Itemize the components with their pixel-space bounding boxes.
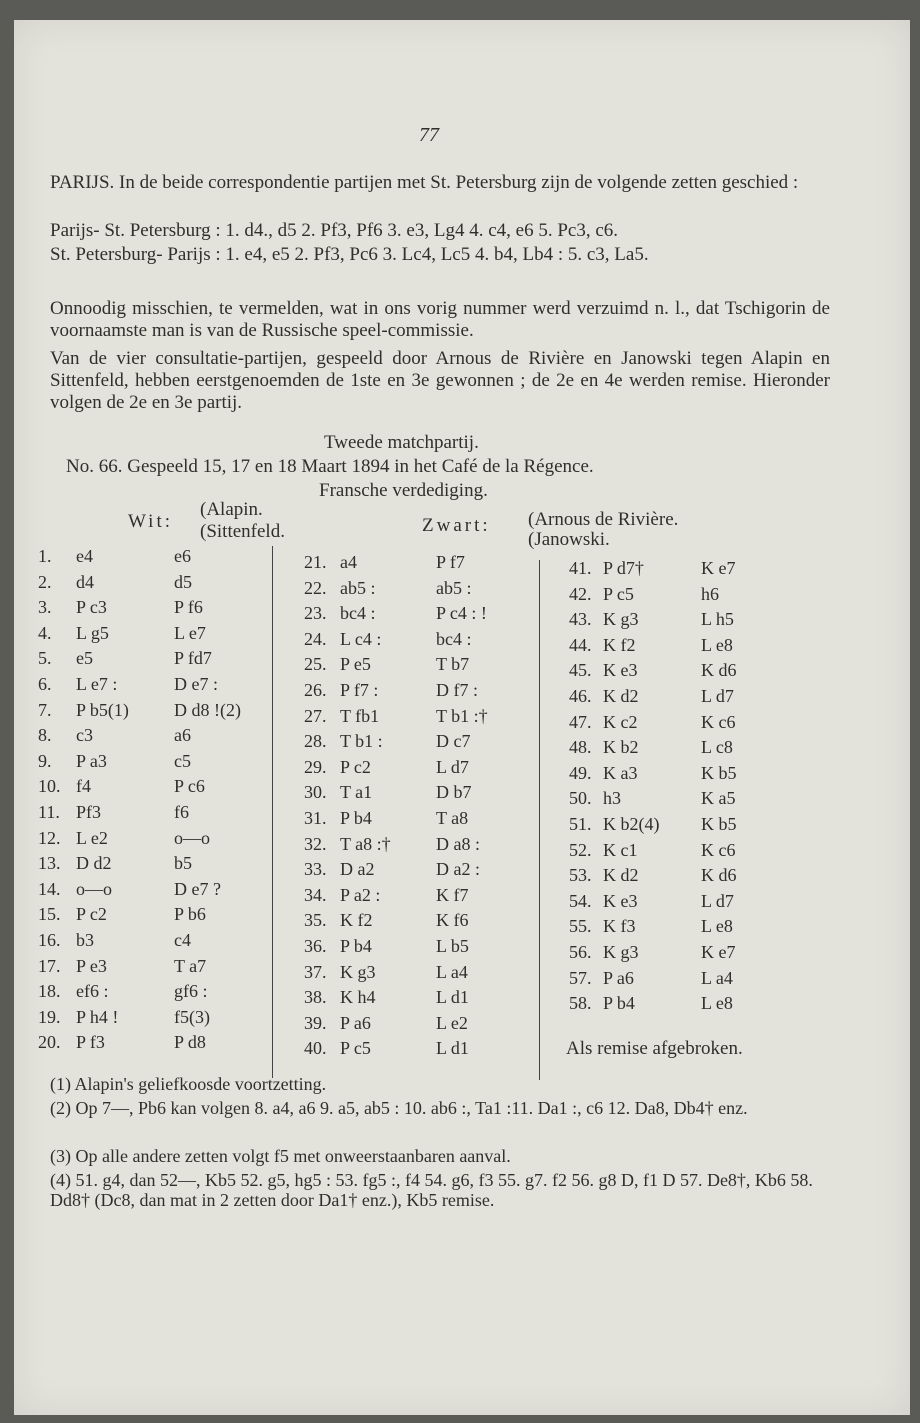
move-row [38,776,268,802]
move-row [38,700,268,726]
black-move: a6 [174,725,191,746]
move-number: 53. [569,865,592,886]
opening-name: Fransche verdediging. [319,480,488,501]
black-move: K f7 [436,884,469,905]
game-info: No. 66. Gespeeld 15, 17 en 18 Maart 1894 in het Café de la Régence. [66,456,594,477]
move-row [569,814,799,840]
move-row [38,597,268,623]
move-row [569,968,799,994]
black-move: P f6 [174,597,203,618]
move-row [38,751,268,777]
move-number: 45. [569,660,592,681]
move-row [569,660,799,686]
move-number: 37. [304,961,327,982]
black-move: L a4 [436,961,468,982]
black-move: L e8 [701,993,733,1014]
move-number: 27. [304,705,327,726]
white-move: K g3 [340,961,376,982]
black-move: c5 [174,750,191,771]
black-move: K e7 [701,941,736,962]
moves-column-1 [38,546,268,1058]
line-petersburg-parijs: St. Petersburg- Parijs : 1. e4, e5 2. Pf3, Pc6 3. Lc4, Lc5 4. b4, Lb4 : 5. c3, La5. [50,244,649,265]
black-move: P f7 [436,552,465,572]
move-row [38,725,268,751]
move-number: 47. [569,711,592,732]
white-move: P b4 [340,935,372,956]
white-move: P e3 [76,955,107,976]
move-row [569,635,799,661]
black-move: e6 [174,546,191,566]
move-row [38,623,268,649]
move-row [38,930,268,956]
black-player-2: (Janowski. [528,529,610,550]
move-number: 31. [304,807,327,828]
move-row [569,840,799,866]
black-move: c4 [174,929,191,950]
move-number: 19. [38,1006,61,1027]
white-move: P a6 [340,1012,371,1033]
move-number: 4. [38,622,52,643]
move-number: 43. [569,609,592,630]
black-move: D e7 ? [174,878,221,899]
intro-paragraph-consultation: Van de vier consultatie-partijen, gespeeld door Arnous de Rivière en Janowski tegen Alapin en Sittenfeld, hebben eerstgenoemden de 1ste en 3e gewonnen ; de 2e en 4e werden remise. Hieronder volgen de 2e en 3e partij. [50,348,830,413]
black-move: D a2 : [436,859,480,880]
move-row [304,808,534,834]
black-move: L e7 [174,622,206,643]
move-number: 28. [304,731,327,752]
white-player-2: (Sittenfeld. [200,521,285,542]
move-number: 25. [304,654,327,675]
white-move: K g3 [603,609,639,630]
move-row [38,981,268,1007]
move-number: 5. [38,648,52,669]
move-row [304,603,534,629]
white-move: ab5 : [340,577,376,598]
move-number: 34. [304,884,327,905]
black-move: T a8 [436,807,469,828]
move-number: 51. [569,813,592,834]
white-player-1: (Alapin. [200,499,263,520]
black-move: T a7 [174,955,207,976]
black-move: P c4 : ! [436,603,487,624]
white-move: K h4 [340,987,376,1008]
black-move: L b5 [436,935,469,956]
move-row [569,993,799,1019]
white-move: e5 [76,648,93,669]
footnote-4: (4) 51. g4, dan 52—, Kb5 52. g5, hg5 : 53. fg5 :, f4 54. g6, f3 55. g7. f2 56. g8 D, f1 D 57. De8†, Kb6 58. Dd8† (Dc8, dan mat in 2 zetten door Da1† enz.), Kb5 remise. [50,1170,813,1210]
move-row [38,1032,268,1058]
white-move: K d2 [603,685,639,706]
move-row [304,578,534,604]
move-number: 22. [304,577,327,598]
move-number: 33. [304,859,327,880]
move-number: 24. [304,628,327,649]
white-label: Wit: [128,511,174,532]
move-number: 1. [38,546,52,566]
white-move: L g5 [76,622,109,643]
black-move: L d7 [436,756,469,777]
white-move: K e3 [603,890,638,911]
move-row [38,828,268,854]
black-move: K d6 [701,660,737,681]
white-move: c3 [76,725,93,746]
white-move: P a2 : [340,884,381,905]
black-move: L a4 [701,967,733,988]
move-number: 12. [38,827,61,848]
move-row [38,879,268,905]
move-row [569,686,799,712]
move-number: 44. [569,634,592,655]
book-page [14,20,910,1415]
black-move: L e2 [436,1012,468,1033]
white-move: P e5 [340,654,371,675]
white-move: bc4 : [340,603,376,624]
move-row [304,987,534,1013]
white-move: P b4 [603,993,635,1014]
white-move: L e7 : [76,673,118,694]
move-number: 30. [304,782,327,803]
white-move: T a8 :† [340,833,391,854]
move-number: 21. [304,552,327,572]
black-move: P b6 [174,904,206,925]
white-move: K g3 [603,941,639,962]
move-number: 20. [38,1032,61,1053]
move-number: 8. [38,725,52,746]
move-number: 32. [304,833,327,854]
white-move: K c2 [603,711,638,732]
white-move: K b2(4) [603,813,660,834]
black-move: K a5 [701,788,736,809]
black-move: D a8 : [436,833,480,854]
move-row [304,552,534,578]
move-row [38,546,268,572]
white-move: K f3 [603,916,636,937]
move-row [38,648,268,674]
line-parijs-petersburg: Parijs- St. Petersburg : 1. d4., d5 2. Pf3, Pf6 3. e3, Lg4 4. c4, e6 5. Pc3, c6. [50,220,619,241]
intro-paragraph-paris: PARIJS. In de beide correspondentie partijen met St. Petersburg zijn de volgende zetten geschied : [50,172,799,193]
white-move: P b4 [340,807,372,828]
move-row [38,674,268,700]
move-row [569,609,799,635]
move-row [569,891,799,917]
white-move: e4 [76,546,93,566]
black-move: f5(3) [174,1006,210,1027]
white-move: T b1 : [340,731,383,752]
game-title: Tweede matchpartij. [324,432,479,453]
white-move: P b5(1) [76,699,129,720]
move-number: 14. [38,878,61,899]
black-move: K b5 [701,813,737,834]
move-row [38,853,268,879]
black-move: L e8 [701,634,733,655]
black-move: gf6 : [174,981,208,1002]
move-row [569,737,799,763]
footnote-2: (2) Op 7—, Pb6 kan volgen 8. a4, a6 9. a5, ab5 : 10. ab6 :, Ta1 :11. Da1 :, c6 12. Da8, Db4† enz. [50,1098,748,1118]
white-move: P c3 [76,597,107,618]
white-move: h3 [603,788,621,809]
move-row [304,885,534,911]
white-move: P c5 [340,1038,371,1059]
moves-column-3 [569,558,799,1019]
black-move: d5 [174,571,192,592]
move-row [38,572,268,598]
move-row [569,788,799,814]
move-number: 57. [569,967,592,988]
white-move: P c5 [603,583,634,604]
white-move: L e2 [76,827,108,848]
white-move: P a6 [603,967,634,988]
black-move: K b5 [701,762,737,783]
black-move: T b7 [436,654,470,675]
move-row [304,680,534,706]
white-move: T a1 [340,782,373,803]
black-move: K e7 [701,558,736,578]
move-row [304,782,534,808]
black-player-1: (Arnous de Rivière. [528,509,679,530]
move-row [569,712,799,738]
move-row [569,942,799,968]
move-number: 54. [569,890,592,911]
white-move: P h4 ! [76,1006,119,1027]
move-number: 11. [38,801,60,822]
black-move: L d7 [701,685,734,706]
move-number: 2. [38,571,52,592]
move-number: 52. [569,839,592,860]
black-move: D c7 [436,731,471,752]
white-move: b3 [76,929,94,950]
move-row [38,956,268,982]
white-move: K f2 [603,634,636,655]
move-number: 42. [569,583,592,604]
black-move: o—o [174,827,210,848]
black-move: ab5 : [436,577,472,598]
move-row [304,936,534,962]
black-move: L d1 [436,987,469,1008]
white-move: Pf3 [76,801,102,822]
black-move: T b1 :† [436,705,488,726]
white-move: f4 [76,776,91,797]
black-move: K d6 [701,865,737,886]
move-number: 38. [304,987,327,1008]
white-move: a4 [340,552,357,572]
move-row [304,859,534,885]
move-number: 17. [38,955,61,976]
move-number: 46. [569,685,592,706]
move-row [304,629,534,655]
white-move: D d2 [76,853,112,874]
move-number: 3. [38,597,52,618]
black-move: K c6 [701,839,736,860]
white-move: D a2 [340,859,375,880]
move-row [569,916,799,942]
move-number: 23. [304,603,327,624]
black-move: K f6 [436,910,469,931]
column-divider-1 [272,546,273,1078]
move-row [569,584,799,610]
move-row [569,865,799,891]
black-move: L e8 [701,916,733,937]
white-move: K c1 [603,839,638,860]
footnote-3: (3) Op alle andere zetten volgt f5 met onweerstaanbaren aanval. [50,1146,511,1166]
white-move: P c2 [76,904,107,925]
move-number: 13. [38,853,61,874]
white-move: P d7† [603,558,644,578]
black-label: Zwart: [422,515,491,536]
end-note: Als remise afgebroken. [566,1038,743,1059]
black-move: L h5 [701,609,734,630]
move-number: 9. [38,750,52,771]
black-move: D b7 [436,782,472,803]
move-row [304,757,534,783]
black-move: P fd7 [174,648,212,669]
move-number: 55. [569,916,592,937]
white-move: K a3 [603,762,638,783]
black-move: L d7 [701,890,734,911]
black-move: D e7 : [174,673,218,694]
move-row [304,910,534,936]
black-move: P d8 [174,1032,206,1053]
move-number: 7. [38,699,52,720]
move-row [304,654,534,680]
move-row [304,706,534,732]
move-number: 6. [38,673,52,694]
move-number: 49. [569,762,592,783]
move-row [304,1013,534,1039]
move-number: 40. [304,1038,327,1059]
white-move: P f7 : [340,679,379,700]
white-move: K d2 [603,865,639,886]
white-move: P c2 [340,756,371,777]
moves-column-2 [304,552,534,1064]
intro-paragraph-tschigorin: Onnoodig misschien, te vermelden, wat in ons vorig nummer werd verzuimd n. l., dat Tschigorin de voornaamste man is van de Russische speel-commissie. [50,298,830,341]
white-move: K f2 [340,910,373,931]
move-number: 58. [569,993,592,1014]
white-move: o—o [76,878,112,899]
move-number: 56. [569,941,592,962]
move-row [38,904,268,930]
black-move: L d1 [436,1038,469,1059]
move-number: 39. [304,1012,327,1033]
black-move: h6 [701,583,719,604]
black-move: L c8 [701,737,733,758]
black-move: f6 [174,801,189,822]
black-move: D d8 !(2) [174,699,241,720]
white-move: L c4 : [340,628,382,649]
white-move: K b2 [603,737,639,758]
white-move: P a3 [76,750,107,771]
white-move: d4 [76,571,94,592]
move-number: 41. [569,558,592,578]
move-number: 29. [304,756,327,777]
move-row [304,962,534,988]
move-number: 50. [569,788,592,809]
move-row [569,763,799,789]
move-row [569,558,799,584]
move-number: 15. [38,904,61,925]
column-divider-2 [539,560,540,1080]
black-move: D f7 : [436,679,478,700]
white-move: T fb1 [340,705,380,726]
move-number: 18. [38,981,61,1002]
move-number: 36. [304,935,327,956]
white-move: P f3 [76,1032,105,1053]
black-move: b5 [174,853,192,874]
move-number: 16. [38,929,61,950]
move-row [38,1007,268,1033]
white-move: K e3 [603,660,638,681]
black-move: bc4 : [436,628,472,649]
move-row [304,731,534,757]
move-number: 35. [304,910,327,931]
black-move: K c6 [701,711,736,732]
page-number: 77 [419,124,439,146]
white-move: ef6 : [76,981,109,1002]
move-row [38,802,268,828]
move-number: 10. [38,776,61,797]
move-row [304,834,534,860]
black-move: P c6 [174,776,205,797]
footnote-1: (1) Alapin's geliefkoosde voortzetting. [50,1074,327,1094]
move-number: 48. [569,737,592,758]
move-row [304,1038,534,1064]
move-number: 26. [304,679,327,700]
